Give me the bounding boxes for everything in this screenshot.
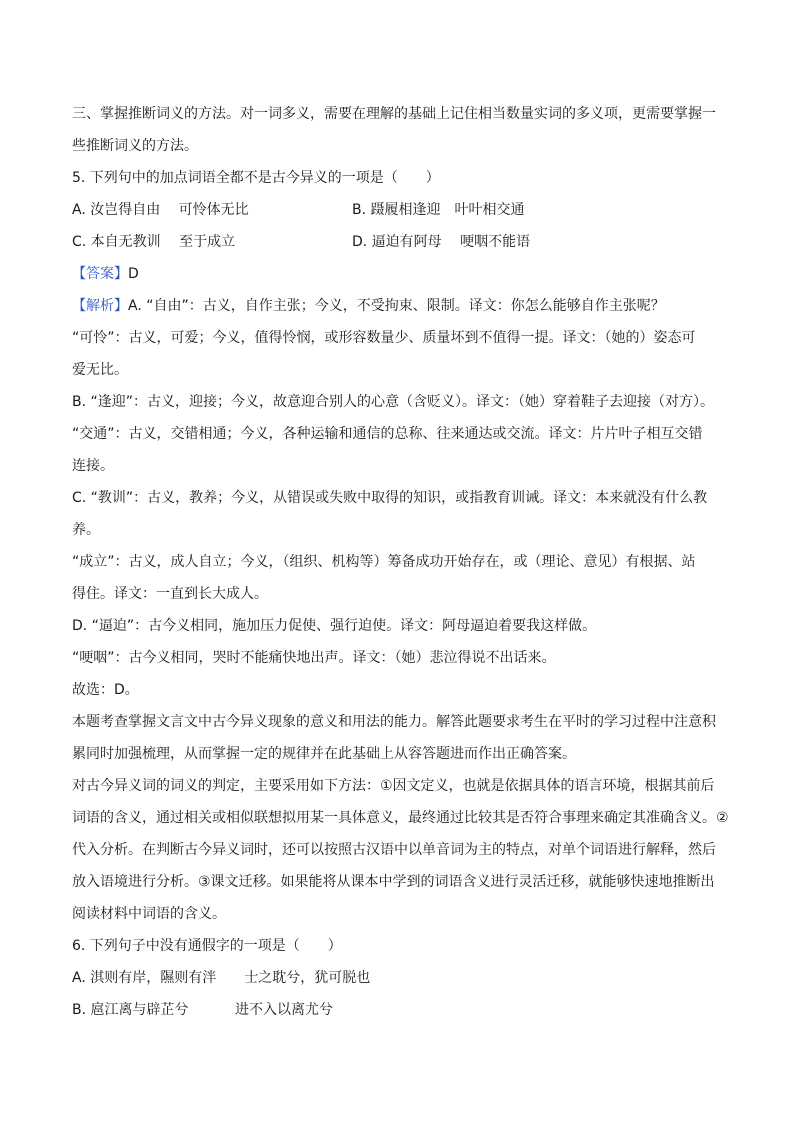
question-5-option-b: B. 蹑履相逢迎 叶叶相交通 [352, 202, 525, 218]
question-5-options-row-1 [72, 194, 732, 226]
question-5-option-c: C. 本自无教训 至于成立 [72, 234, 236, 250]
analysis-line: 连接。 [72, 458, 114, 474]
analysis-line: 本题考查掌握文言文中古今异义现象的意义和用法的能力。解答此题要求考生在平时的学习过程中注意积 [72, 714, 716, 730]
question-5-stem: 5. 下列句中的加点词语全都不是古今异义的一项是（ ） [72, 170, 440, 186]
analysis-line: B. “逢迎”：古义，迎接；今义，故意迎合别人的心意（含贬义）。译文：（她）穿着鞋子去迎接（对方）。 [72, 394, 715, 410]
question-5-option-d: D. 逼迫有阿母 哽咽不能语 [352, 234, 531, 250]
question-5-option-a: A. 汝岂得自由 可怜体无比 [72, 202, 249, 218]
analysis-line: C. “教训”：古义，教养；今义，从错误或失败中取得的知识，或指教育训诫。译文：本来就没有什么教 [72, 490, 708, 506]
analysis-line: 爱无比。 [72, 362, 128, 378]
analysis-line [72, 290, 732, 322]
analysis-line: 词语的含义，通过相关或相似联想拟用某一具体意义，最终通过比较其是否符合事理来确定其准确含义。② [72, 810, 729, 826]
analysis-line: 得住。译文：一直到长大成人。 [72, 586, 268, 602]
question-5-answer [72, 258, 732, 290]
analysis-text: A. “自由”：古义，自作主张；今义，不受拘束、限制。译文：你怎么能够自作主张呢？ [128, 298, 665, 314]
analysis-line: 代入分析。在判断古今异义词时，还可以按照古汉语中以单音词为主的特点，对单个词语进行解释，然后 [72, 842, 716, 858]
question-6-stem: 6. 下列句子中没有通假字的一项是（ ） [72, 938, 342, 954]
analysis-line: “哽咽”：古今义相同，哭时不能痛快地出声。译文：（她）悲泣得说不出话来。 [72, 650, 556, 666]
document-page [72, 98, 732, 1026]
analysis-line: 阅读材料中词语的含义。 [72, 906, 226, 922]
analysis-line: “交通”：古义，交错相通；今义，各种运输和通信的总称、往来通达或交流。译文：片片叶子相互交错 [72, 426, 703, 442]
analysis-line: 累同时加强梳理，从而掌握一定的规律并在此基础上从容答题进而作出正确答案。 [72, 746, 576, 762]
answer-value: D [128, 266, 139, 282]
question-6-option-b: B. 扈江离与辟芷兮 进不入以离尤兮 [72, 1002, 333, 1018]
analysis-line: 对古今异义词的词义的判定，主要采用如下方法：①因文定义，也就是依据具体的语言环境，根据其前后 [72, 778, 715, 794]
answer-label: 【答案】 [72, 266, 128, 282]
question-5-options-row-2 [72, 226, 732, 258]
analysis-line: “成立”：古义，成人自立；今义，（组织、机构等）筹备成功开始存在，或（理论、意见）有根据、站 [72, 554, 696, 570]
analysis-line: D. “逼迫”：古今义相同，施加压力促使、强行迫使。译文：阿母逼迫着要我这样做。 [72, 618, 597, 634]
analysis-line: 养。 [72, 522, 100, 538]
analysis-line: 故选：D。 [72, 682, 139, 698]
section-heading-line-2: 些推断词义的方法。 [72, 138, 198, 154]
question-6-option-a: A. 淇则有岸，隰则有泮 士之耽兮，犹可脱也 [72, 970, 371, 986]
analysis-line: 放入语境进行分析。③课文迁移。如果能将从课本中学到的词语含义进行灵活迁移，就能够快速地推断出 [72, 874, 715, 890]
analysis-label: 【解析】 [72, 298, 128, 314]
section-heading-line-1: 三、掌握推断词义的方法。对一词多义，需要在理解的基础上记住相当数量实词的多义项，更需要掌握一 [72, 106, 716, 122]
analysis-line: “可怜”：古义，可爱；今义，值得怜悯，或形容数量少、质量坏到不值得一提。译文：（她的）姿态可 [72, 330, 696, 346]
